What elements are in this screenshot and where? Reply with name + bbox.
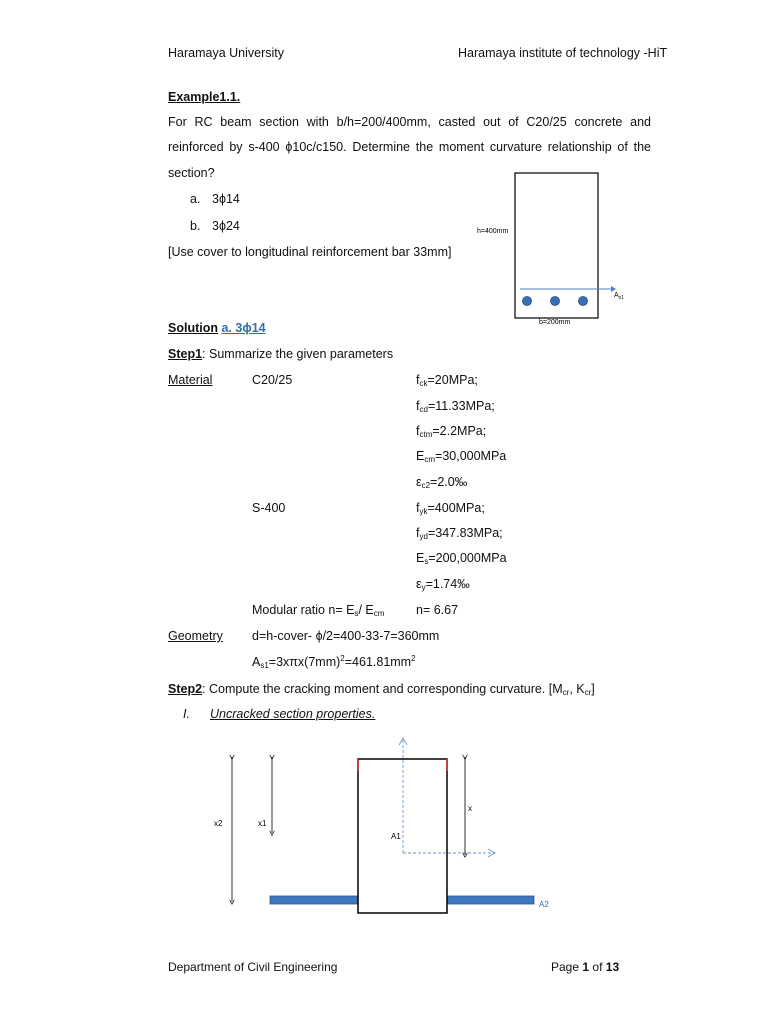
material-label: Material (168, 373, 213, 387)
x-label: x (468, 804, 472, 813)
beam-rectangle (358, 759, 447, 913)
es-value: $E_s=200,000MPa$ (416, 551, 507, 566)
header-right: Haramaya institute of technology -HiT (458, 46, 668, 60)
x1-label: x1 (258, 819, 267, 828)
ey-value: $\varepsilon_y=1.74‰$ (416, 577, 470, 592)
step1-line (168, 347, 393, 361)
ecm-value: $E_{cm}=30,000MPa$ (416, 449, 507, 464)
steel-grade: S-400 (252, 501, 286, 515)
a2-label: A2 (539, 900, 549, 909)
transformed-section-figure (200, 735, 560, 920)
fctm-value: $f_{ctm}=2.2MPa$; (416, 424, 487, 439)
as-label: $A_{s1}$ (614, 292, 624, 301)
example-title: Example1.1. (168, 90, 241, 104)
x2-label: x2 (214, 819, 223, 828)
height-label: h=400mm (477, 228, 509, 235)
modular-ratio-label: Modular ratio $n= E_s/$ $E_{cm}$ (252, 603, 385, 618)
footer-left: Department of Civil Engineering (168, 960, 338, 974)
concrete-grade: C20/25 (252, 373, 293, 387)
header-left: Haramaya University (168, 46, 285, 60)
problem-line-2: reinforced by s-400 ϕ10c/c150. Determine the moment curvature relationship of the (168, 140, 651, 154)
uncracked-title: Uncracked section properties. (210, 707, 376, 721)
fyk-value: $f_{yk}=400MPa$; (416, 501, 485, 516)
page-indicator: Page 1 of 13 (551, 960, 620, 974)
geometry-label: Geometry (168, 629, 223, 643)
modular-ratio-value: n= 6.67 (416, 603, 459, 617)
width-label: b=200mm (539, 319, 571, 326)
option-b-letter: b. (190, 219, 201, 233)
cover-note: [Use cover to longitudinal reinforcement bar 33mm] (168, 245, 452, 259)
fcd-value: $f_{cd}=11.33MPa$; (416, 399, 495, 414)
a1-label: A1 (391, 832, 401, 841)
option-b: 3ϕ24 (212, 219, 240, 233)
solution-part: a. 3ϕ14 (221, 321, 266, 335)
fyd-value: $f_{yd}=347.83MPa$; (416, 526, 503, 541)
step2-title: Step2 (168, 682, 203, 696)
option-a-letter: a. (190, 192, 201, 206)
effective-depth: d=h-cover- ϕ/2=400-33-7=360mm (252, 629, 440, 643)
rebar-3 (579, 297, 588, 306)
ec2-value: $\varepsilon_{c2}=2.0‰$ (416, 475, 468, 490)
rebar-2 (551, 297, 560, 306)
step1-title: Step1 (168, 347, 203, 361)
steel-area: $A_{s1}=3x\pi x(7mm)^2=461.81mm^2$ (252, 654, 416, 670)
problem-line-1: For RC beam section with b/h=200/400mm, casted out of C20/25 concrete and (168, 115, 651, 129)
beam-section-figure (470, 168, 640, 330)
solution-title: Solution (168, 321, 218, 335)
option-a: 3ϕ14 (212, 192, 240, 206)
step1-text: : Summarize the given parameters (202, 347, 394, 361)
problem-line-3: section? (168, 166, 215, 180)
uncracked-num: I. (183, 707, 190, 721)
fck-value: $f_{ck}=20MPa$; (416, 373, 478, 388)
solution-heading (168, 321, 266, 335)
step2-line: Step2: Compute the cracking moment and corresponding curvature. [$M_{cr}$, $K_{cr}$] (168, 682, 595, 697)
rebar-1 (523, 297, 532, 306)
